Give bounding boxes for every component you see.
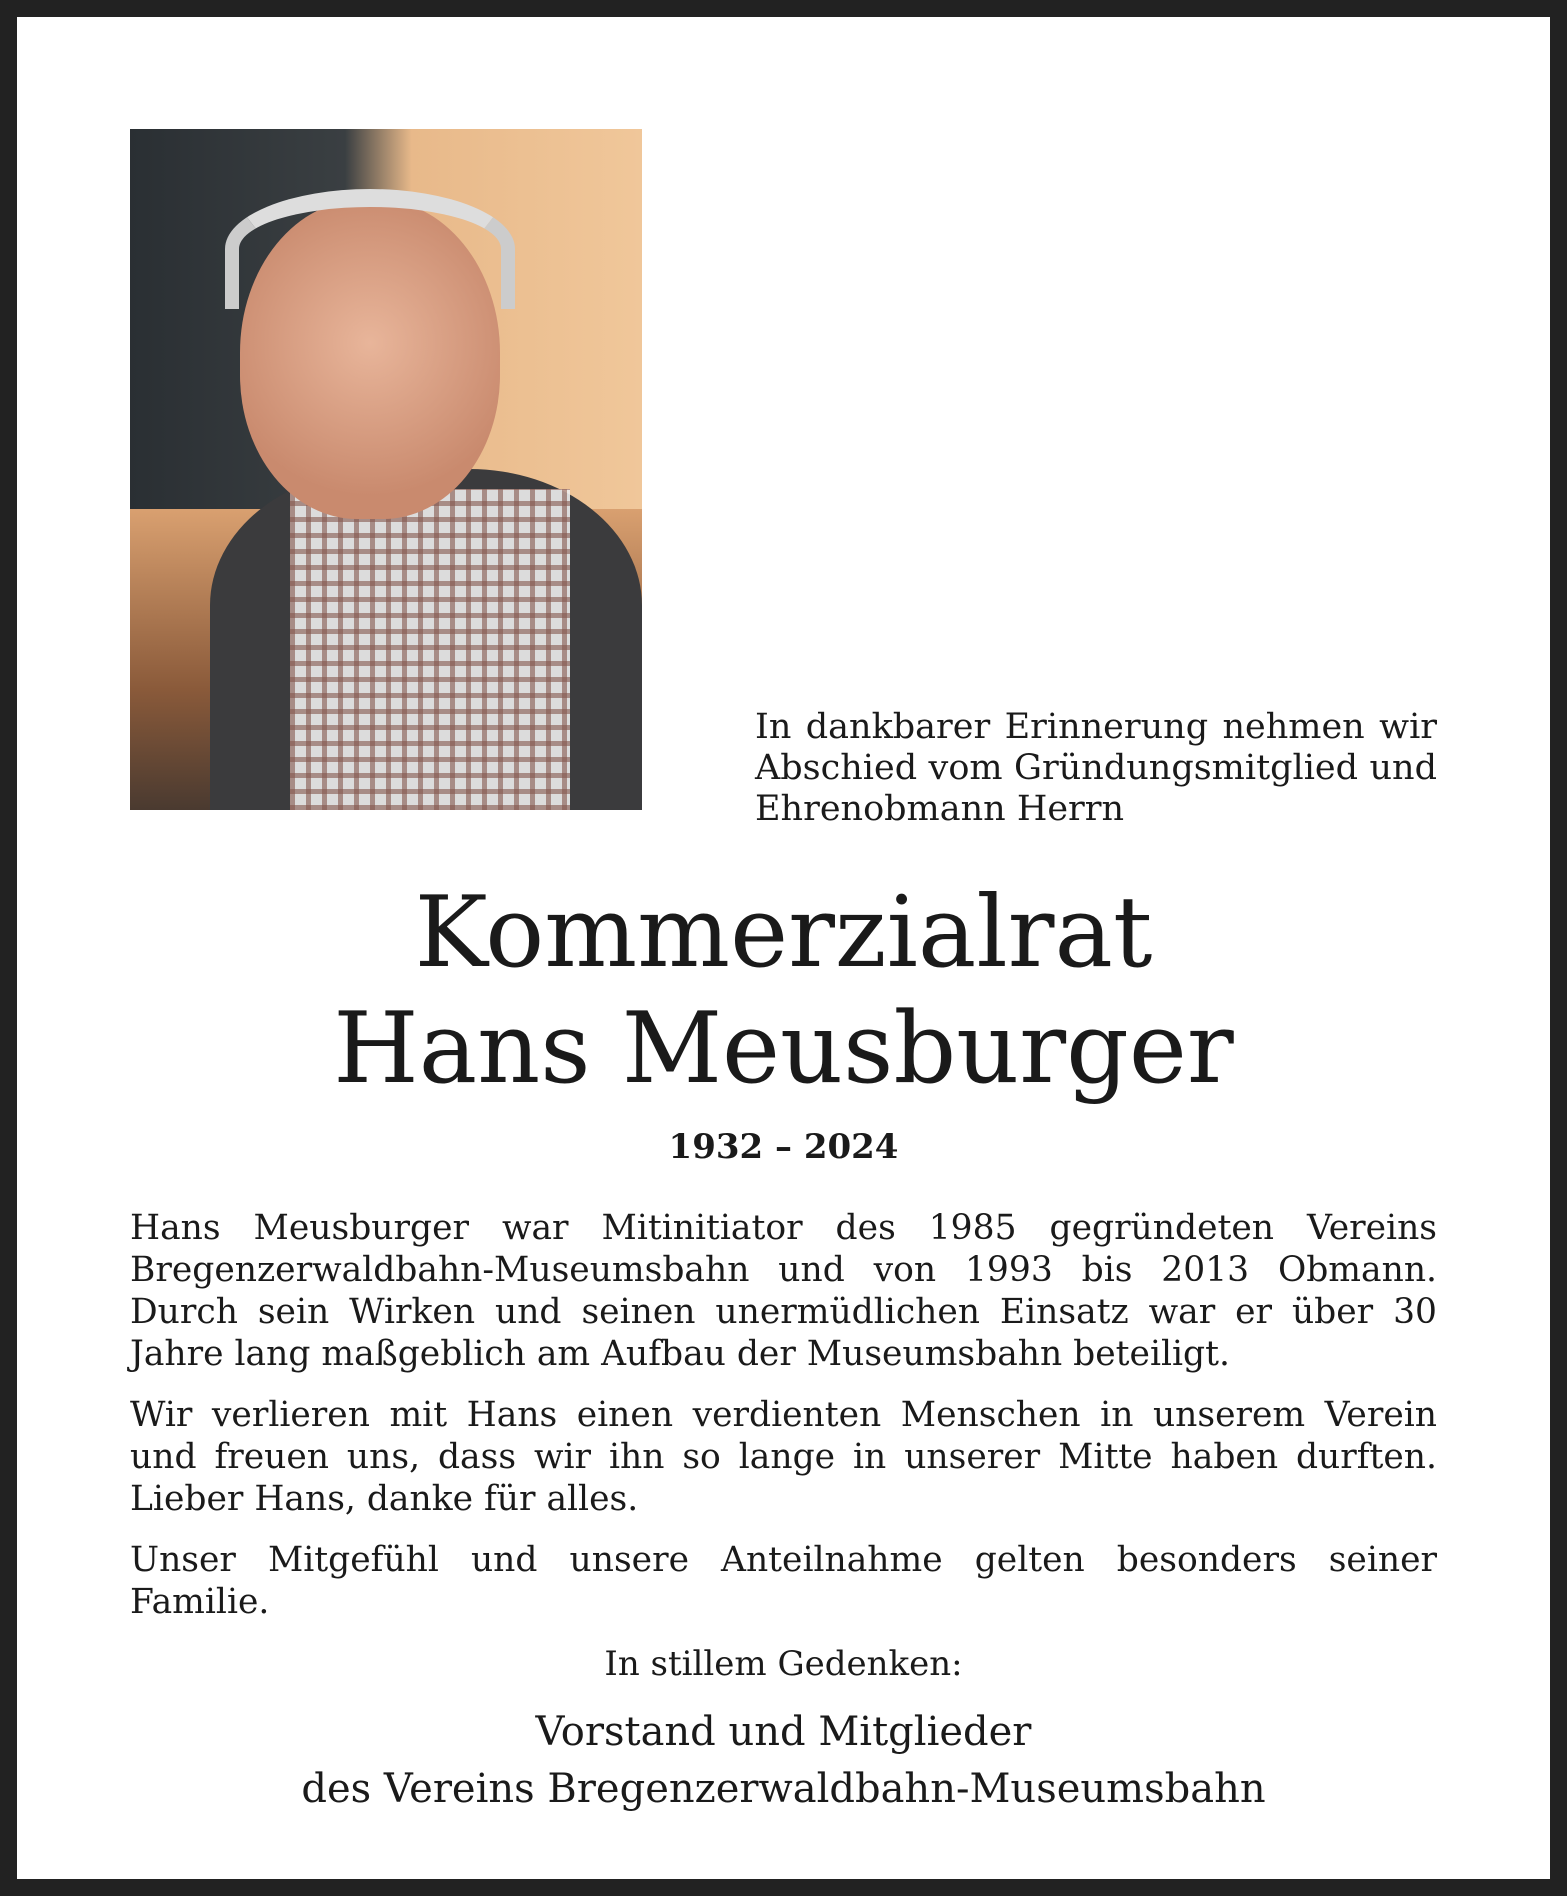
obituary-page bbox=[17, 17, 1550, 1879]
title-line-2: Hans Meusburger bbox=[333, 992, 1234, 1106]
paragraph: Hans Meusburger war Mitinitiator des 1985 gegründeten Vereins Bregenzerwaldbahn-Museumsbahn und von 1993 bis 2013 Obmann. Durch sein Wirken und seinen unermüdlichen Einsatz war er über 30 Jahre lang maßgeblich am Aufbau der Museumsbahn beteiligt. bbox=[130, 1208, 1437, 1374]
intro-text: In dankbarer Erinnerung nehmen wir Abschied vom Gründungsmitglied und Ehrenobmann Herrn bbox=[755, 707, 1437, 829]
closing-line-1: Vorstand und Mitglieder bbox=[535, 1709, 1032, 1755]
life-dates: 1932 – 2024 bbox=[668, 1127, 899, 1167]
title-line-1: Kommerzialrat bbox=[414, 876, 1153, 990]
paragraph: Wir verlieren mit Hans einen verdienten Menschen in unserem Verein und freuen uns, dass wir ihn so lange in unserer Mitte haben durften. Lieber Hans, danke für alles. bbox=[130, 1395, 1437, 1519]
deceased-name bbox=[17, 875, 1550, 1107]
portrait-photo bbox=[130, 129, 642, 810]
body-text bbox=[130, 1207, 1437, 1642]
closing-signature bbox=[17, 1644, 1550, 1818]
closing-intro: In stillem Gedenken: bbox=[604, 1644, 963, 1684]
closing-line-2: des Vereins Bregenzerwaldbahn-Museumsbahn bbox=[301, 1766, 1266, 1812]
paragraph: Unser Mitgefühl und unsere Anteilnahme gelten besonders seiner Familie. bbox=[130, 1540, 1437, 1622]
